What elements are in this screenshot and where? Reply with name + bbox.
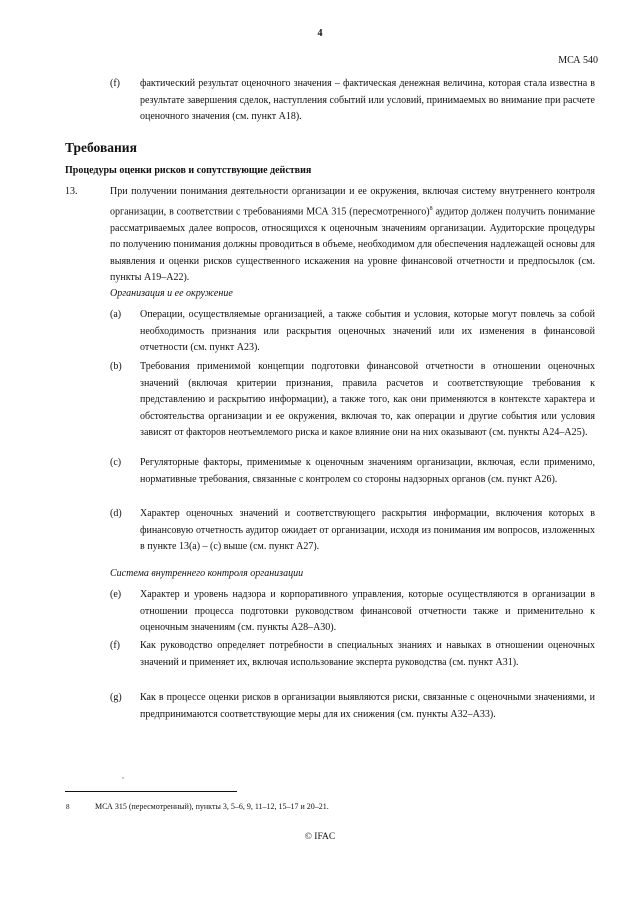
section-subtitle: Процедуры оценки рисков и сопутствующие действия [65,165,312,176]
subheading-organization-environment: Организация и ее окружение [110,288,233,299]
paragraph-13-text [110,184,595,287]
paragraph-13-text-part1: При получении понимания деятельности организации и ее окружения, включая систему внутреннего контроля организации, в соответствии с требованиями МСА 315 (пересмотренного) [110,186,595,217]
item-c-text: Регуляторные факторы, применимые к оценочным значениям организации, включая, если применимо, нормативные требования, связанные с контролем со стороны надзорных органов (см. пункт A26). [140,457,595,485]
section-title: Требования [65,140,137,155]
footnote-text: МСА 315 (пересмотренный), пункты 3, 5–6, 9, 11–12, 15–17 и 20–21. [95,802,329,811]
item-d-text: Характер оценочных значений и соответствующего раскрытия информации, включения которых в финансовую отчетность аудитор ожидает от организации, исходя из понимания им вопросов, изложенных в пункте 13(a) – (c) выше (см. пункт A27). [140,508,595,553]
subheading-internal-control: Система внутреннего контроля организации [110,568,304,579]
item-marker-g: (g) [110,692,122,703]
paragraph-13-text-part2: аудитор должен получить понимание рассматриваемых далее вопросов, относящихся к оценочным значениям организации. Аудиторские процедуры по получению понимания должны проводиться в объеме, необходимом для обеспечения надлежащей основы для выявления и оценки рисков существенного искажения на уровне финансовой отчетности и предпосылок (см. пункты A19–A22). [110,205,595,284]
item-marker-f-top: (f) [110,78,120,89]
item-marker-d: (d) [110,508,122,519]
page-number: 4 [317,28,323,39]
item-a-text: Операции, осуществляемые организацией, а также события и условия, которые могут повлечь за собой необходимость признания или раскрытия оценочных значений или их изменения в финансовой отчетности (см. пункт A23). [140,309,595,354]
footnote-separator [65,791,237,792]
footnote-marker: 8 [66,803,70,811]
document-code: МСА 540 [558,55,598,66]
scan-speck [122,777,124,779]
item-marker-f: (f) [110,640,120,651]
item-marker-a: (a) [110,309,122,320]
paragraph-number-13: 13. [65,186,78,197]
item-marker-c: (c) [110,457,122,468]
item-marker-e: (e) [110,589,122,600]
item-g-text: Как в процессе оценки рисков в организации выявляются риски, связанные с оценочными значениями, и предпринимаются соответствующие меры для их снижения (см. пункты A32–A33). [140,692,595,720]
copyright-footer: © IFAC [304,832,336,842]
footnote-reference-8[interactable]: 8 [429,205,433,212]
item-marker-b: (b) [110,361,122,372]
item-b-text: Требования применимой концепции подготовки финансовой отчетности в отношении оценочных значений (включая критерии признания, правила расчетов и соответствующие требования к представлению и раскрытию информации), а также того, как они применяются в контексте характера и обстоятельства организации и ее окружения, включая то, как операции и другие события или условия зависят от факторов неотъемлемого риска и какое влияние они на них оказывают (см. пункты A24–A25). [140,361,595,439]
item-f-top-text: фактический результат оценочного значения – фактическая денежная величина, которая стала известна в результате завершения сделок, наступления событий или условий, принимаемых во внимание при расчете оценочного значения (см. пункт A18). [140,78,595,123]
item-f-text: Как руководство определяет потребности в специальных знаниях и навыках в отношении оценочных значений и применяет их, включая использование эксперта руководства (см. пункт A31). [140,640,595,668]
item-e-text: Характер и уровень надзора и корпоративного управления, которые осуществляются в организации в отношении процесса подготовки руководством финансовой отчетности также и применительно к оценочным значениям (см. пункты A28–A30). [140,589,595,634]
